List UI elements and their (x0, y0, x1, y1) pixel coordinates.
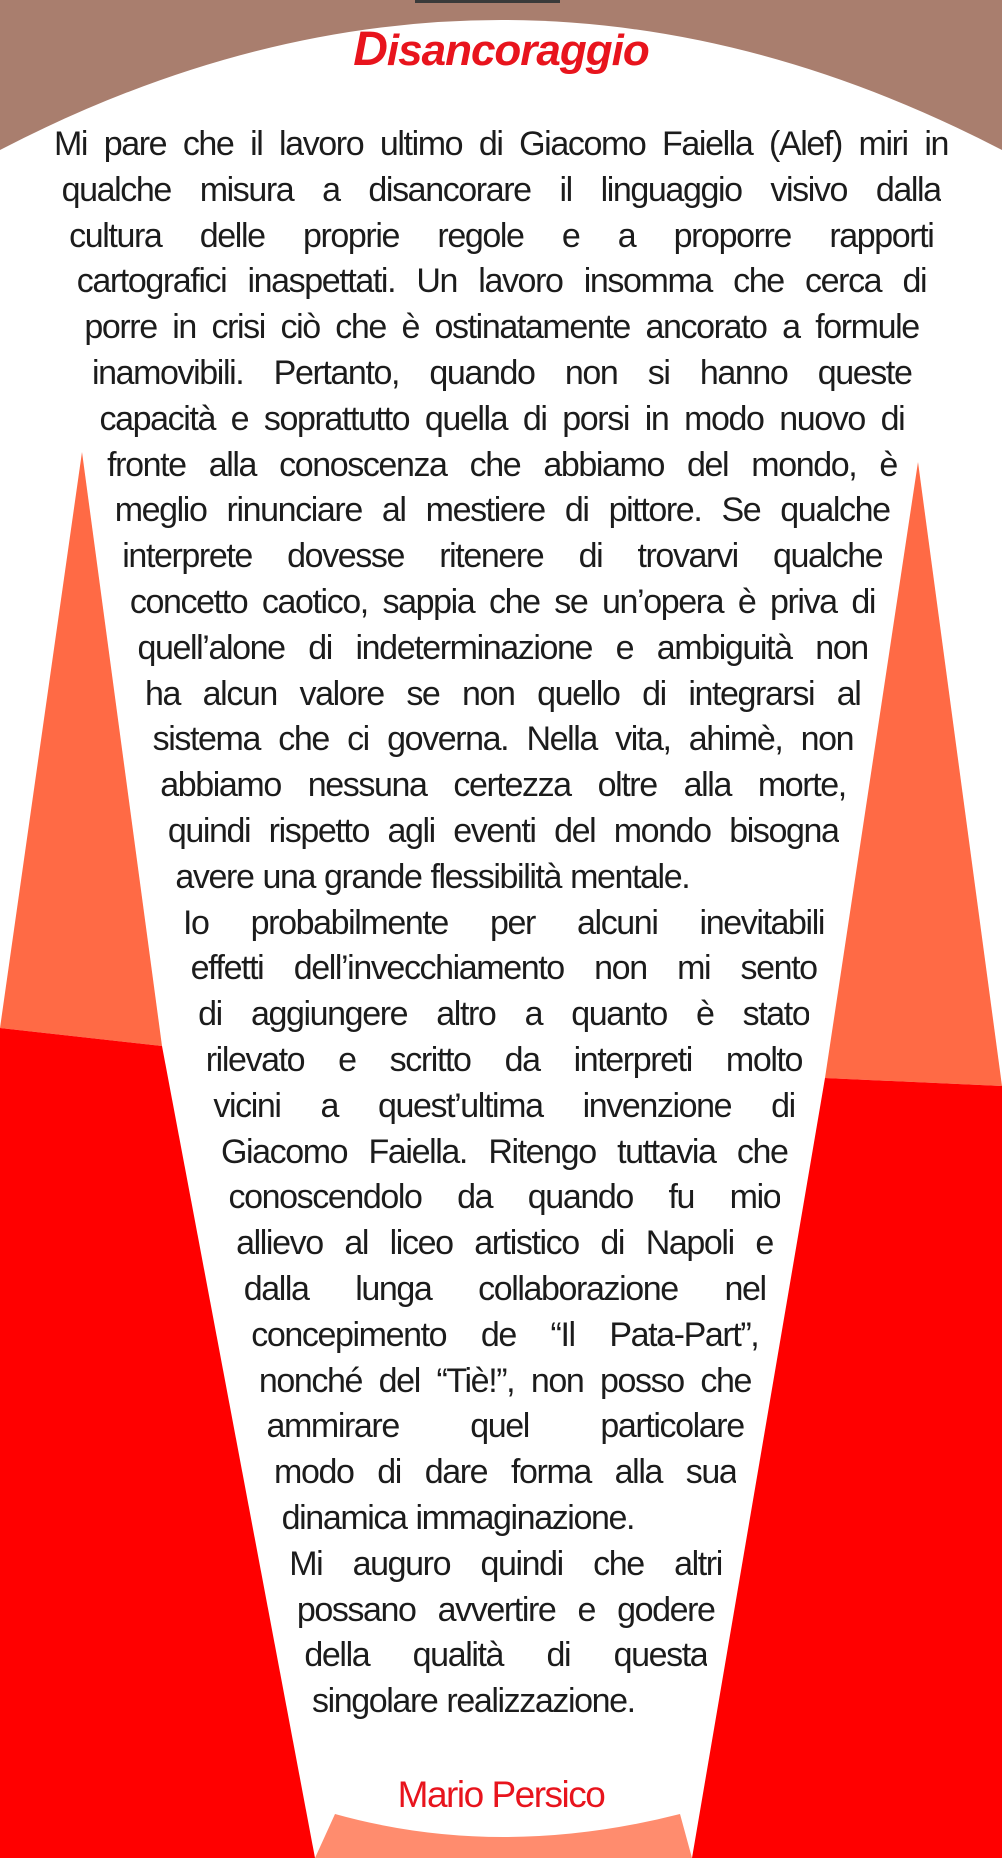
text-word: di (546, 1636, 571, 1675)
text-word: quel (470, 1407, 529, 1446)
text-word: di (564, 491, 589, 530)
text-word: che (278, 720, 329, 759)
text-word: particolare (600, 1407, 744, 1446)
text-word: per (490, 903, 535, 942)
text-line (0, 626, 868, 672)
text-word: integrarsi (688, 674, 815, 713)
text-word: a (320, 1086, 338, 1125)
text-word: che (182, 125, 234, 163)
text-word: di (578, 537, 603, 576)
text-word: mondo, (751, 445, 857, 484)
text-word: Pertanto, (273, 353, 400, 392)
text-word: Faiella (662, 125, 753, 163)
text-word: interpreti (573, 1040, 692, 1079)
text-word: in (172, 308, 196, 347)
text-line (0, 1313, 758, 1359)
text-line (0, 259, 926, 305)
text-word: nonché (258, 1361, 363, 1400)
text-line (0, 1267, 766, 1313)
body-text (0, 122, 1002, 1725)
text-word: modo (274, 1453, 354, 1492)
text-word: alla (614, 1453, 662, 1492)
text-word: sistema (152, 720, 260, 759)
text-word: Faiella. (368, 1132, 467, 1171)
text-word: bisogna (729, 811, 839, 850)
text-word: sua (685, 1453, 737, 1492)
text-word: morte, (757, 766, 846, 805)
text-word: pare (103, 125, 167, 163)
text-word: ambiguità (656, 628, 792, 667)
text-word: certezza (453, 766, 571, 805)
text-line (0, 305, 919, 351)
text-word: auguro (352, 1544, 451, 1583)
text-word: tuttavia (617, 1132, 716, 1171)
text-word: cerca (805, 262, 882, 301)
text-word: aggiungere (250, 995, 408, 1034)
text-word: quest’ultima (377, 1086, 543, 1125)
text-word: dell’invecchiamento (293, 949, 564, 988)
text-word: quanto (571, 995, 667, 1034)
text-word: agli (387, 811, 435, 850)
text-word: avvertire (437, 1590, 556, 1629)
text-line (0, 1542, 722, 1588)
text-word: ha (145, 674, 181, 713)
text-word: a (782, 308, 800, 347)
text-word: dalla (243, 1269, 309, 1308)
text-word: mestiere (425, 491, 545, 530)
text-word: di (522, 399, 547, 438)
text-word: una (262, 857, 315, 896)
text-line (0, 1130, 788, 1176)
text-word: cultura (69, 216, 162, 255)
text-word: di (851, 582, 876, 621)
text-word: regole (437, 216, 524, 255)
text-word: è (695, 995, 714, 1034)
text-word: che (736, 1132, 788, 1171)
text-word: qualche (61, 170, 171, 209)
text-word: di (308, 628, 332, 667)
text-word: conoscendolo (228, 1178, 422, 1217)
text-word: ritenere (439, 537, 544, 576)
text-word: che (488, 582, 540, 621)
text-word: Mi (54, 125, 88, 163)
text-word: hanno (699, 353, 788, 392)
text-word: mio (729, 1178, 781, 1217)
text-word: rapporti (829, 216, 934, 255)
text-word: ciò (280, 308, 320, 347)
text-word: caotico, (261, 582, 368, 621)
text-line (0, 946, 817, 992)
text-word: da (457, 1178, 493, 1217)
text-word: è (401, 308, 419, 347)
text-word: (Alef) (769, 125, 842, 163)
text-word: altri (674, 1544, 722, 1583)
text-word: ultimo (379, 125, 463, 163)
text-word: Mi (289, 1544, 323, 1583)
text-word: inamovibili. (91, 353, 244, 392)
text-word: Pata-Part”, (609, 1315, 759, 1354)
text-line (0, 1038, 802, 1084)
text-word: possano (296, 1590, 416, 1629)
text-word: immaginazione. (415, 1498, 635, 1537)
title-initial: D (353, 23, 387, 76)
text-word: quando (527, 1178, 633, 1217)
text-word: godere (617, 1590, 715, 1629)
text-word: scritto (389, 1040, 471, 1079)
text-word: ahimè, (688, 720, 783, 759)
text-line (0, 1633, 707, 1679)
text-line (0, 809, 839, 855)
text-word: formule (815, 308, 919, 347)
text-word: artistico (474, 1224, 579, 1263)
text-word: non (530, 1361, 584, 1400)
text-word: e (577, 1590, 596, 1629)
text-word: del (378, 1361, 420, 1400)
text-word: sappia (382, 582, 475, 621)
text-word: rispetto (268, 811, 369, 850)
text-word: vicini (213, 1086, 281, 1125)
text-word: capacità (99, 399, 215, 438)
text-word: de (480, 1315, 516, 1354)
text-word: “Tiè!”, (436, 1361, 515, 1400)
text-line (0, 1496, 729, 1542)
text-line (0, 672, 860, 718)
text-word: indeterminazione (355, 628, 593, 667)
text-word: che (469, 445, 521, 484)
text-word: abbiamo (543, 445, 664, 484)
text-word: modo (684, 399, 764, 438)
text-word: di (902, 262, 927, 301)
text-line (0, 351, 912, 397)
text-word: nuovo (779, 399, 865, 438)
text-word: misura (199, 170, 294, 209)
text-word: priva (769, 582, 837, 621)
text-word: dinamica (281, 1498, 407, 1537)
text-word: di (478, 125, 503, 163)
text-word: se (554, 582, 588, 621)
text-word: trovarvi (637, 537, 738, 576)
text-word: mondo (613, 811, 711, 850)
text-line (0, 122, 948, 168)
text-word: non (564, 353, 618, 392)
text-word: non (815, 628, 868, 667)
text-word: eventi (453, 811, 536, 850)
text-word: qualche (780, 491, 890, 530)
text-word: di (642, 674, 666, 713)
text-word: in (924, 125, 948, 163)
text-word: fu (668, 1178, 695, 1217)
text-line (0, 1588, 715, 1634)
top-divider-line (415, 0, 560, 3)
text-word: Nella (526, 720, 597, 759)
text-word: dalla (875, 170, 941, 209)
text-word: di (600, 1224, 625, 1263)
text-word: Un (416, 262, 458, 301)
text-word: questa (613, 1636, 708, 1675)
text-word: queste (817, 353, 912, 392)
text-word: che (593, 1544, 644, 1583)
text-word: qualche (772, 537, 883, 576)
text-word: è (879, 445, 897, 484)
text-word: Napoli (645, 1224, 734, 1263)
text-line (0, 168, 941, 214)
text-word: un’opera (602, 582, 724, 621)
text-line (0, 214, 933, 260)
text-word: miri (858, 125, 908, 163)
text-word: ammirare (266, 1407, 399, 1446)
text-word: governa. (387, 720, 509, 759)
text-word: Io (183, 903, 209, 942)
text-word: lavoro (279, 125, 364, 163)
text-line (0, 1084, 795, 1130)
text-word: quell’alone (137, 628, 285, 667)
text-word: interprete (122, 537, 252, 576)
text-word: meglio (114, 491, 207, 530)
text-word: stato (742, 995, 810, 1034)
text-word: il (250, 125, 263, 163)
text-word: sento (740, 949, 817, 988)
text-word: a (617, 216, 636, 255)
text-word: non (800, 720, 854, 759)
text-word: si (647, 353, 670, 392)
text-word: grande (324, 857, 422, 896)
text-word: alcuni (577, 903, 658, 942)
text-word: effetti (190, 949, 264, 988)
text-word: Se (721, 491, 761, 530)
text-word: mentale. (570, 857, 690, 896)
text-word: alcun (202, 674, 277, 713)
text-word: a (322, 170, 340, 209)
text-word: alla (208, 445, 257, 484)
text-word: se (406, 674, 440, 713)
text-word: e (615, 628, 634, 667)
text-word: pittore. (608, 491, 702, 530)
text-word: alla (683, 766, 731, 805)
text-word: quella (424, 399, 508, 438)
text-word: oltre (597, 766, 657, 805)
text-word: di (198, 995, 222, 1034)
text-word: del (554, 811, 596, 850)
text-word: concepimento (251, 1315, 447, 1354)
text-word: rilevato (205, 1040, 305, 1079)
text-word: e (755, 1224, 773, 1263)
text-word: porre (84, 308, 157, 347)
text-word: invenzione (582, 1086, 732, 1125)
text-word: a (524, 995, 543, 1034)
text-word: realizzazione. (446, 1682, 635, 1721)
text-word: in (644, 399, 669, 438)
text-word: singolare (312, 1682, 438, 1721)
text-word: forma (510, 1453, 591, 1492)
text-word: valore (299, 674, 384, 713)
text-word: linguaggio (600, 170, 742, 209)
text-word: che (733, 262, 784, 301)
text-line (0, 763, 846, 809)
text-word: fronte (107, 445, 186, 484)
text-word: non (594, 949, 647, 988)
text-line (0, 534, 882, 580)
text-word: e (230, 399, 249, 438)
title-rest: isancoraggio (386, 26, 649, 75)
text-word: e (338, 1040, 356, 1079)
text-word: posso (600, 1361, 684, 1400)
text-word: lunga (355, 1269, 432, 1308)
text-word: nel (724, 1269, 766, 1308)
text-word: visivo (770, 170, 848, 209)
text-word: al (344, 1224, 369, 1263)
text-word: ci (347, 720, 369, 759)
text-word: vita, (615, 720, 671, 759)
text-word: porsi (562, 399, 629, 438)
text-word: del (687, 445, 729, 484)
text-word: al (836, 674, 861, 713)
text-word: collaborazione (478, 1269, 678, 1308)
text-word: molto (725, 1040, 803, 1079)
text-line (0, 855, 831, 901)
text-word: rinunciare (226, 491, 362, 530)
text-word: che (700, 1361, 752, 1400)
text-word: dare (424, 1453, 488, 1492)
text-word: ostinatamente (434, 308, 630, 347)
text-word: avere (175, 857, 254, 896)
text-word: abbiamo (160, 766, 281, 805)
bottom-salmon-band (315, 1814, 692, 1858)
page-title (0, 22, 1002, 79)
text-word: insomma (583, 262, 712, 301)
text-word: della (304, 1636, 370, 1675)
text-word: di (880, 399, 905, 438)
text-word: Giacomo (220, 1132, 348, 1171)
text-word: liceo (389, 1224, 453, 1263)
text-word: qualità (412, 1636, 504, 1675)
text-word: che (335, 308, 386, 347)
text-word: cartografici (76, 262, 227, 301)
text-line (0, 1404, 744, 1450)
text-line (0, 443, 897, 489)
text-word: concetto (129, 582, 248, 621)
text-word: quindi (167, 811, 251, 850)
text-word: crisi (211, 308, 265, 347)
text-line (0, 1359, 751, 1405)
text-word: proprie (302, 216, 400, 255)
text-word: “Il (550, 1315, 575, 1354)
text-line (0, 580, 875, 626)
text-word: da (504, 1040, 540, 1079)
text-line (0, 1221, 773, 1267)
text-word: allievo (236, 1224, 323, 1263)
text-line (0, 488, 890, 534)
text-line (0, 1175, 780, 1221)
text-word: Ritengo (488, 1132, 596, 1171)
text-word: è (737, 582, 756, 621)
text-line (0, 397, 904, 443)
text-line (0, 992, 809, 1038)
text-word: di (377, 1453, 401, 1492)
text-word: inaspettati. (247, 262, 396, 301)
text-word: altro (436, 995, 496, 1034)
text-line (0, 717, 853, 763)
text-word: quello (537, 674, 620, 713)
text-word: mi (677, 949, 711, 988)
text-word: soprattutto (263, 399, 410, 438)
text-word: Giacomo (519, 125, 646, 163)
text-word: non (462, 674, 515, 713)
text-word: lavoro (478, 262, 563, 301)
text-word: quando (429, 353, 535, 392)
text-word: inevitabili (699, 903, 824, 942)
text-word: flessibilità (430, 857, 562, 896)
text-word: conoscenza (279, 445, 447, 484)
text-word: di (771, 1086, 795, 1125)
text-word: disancorare (368, 170, 531, 209)
text-word: nessuna (307, 766, 427, 805)
text-word: ancorato (645, 308, 767, 347)
text-line (0, 1679, 700, 1725)
text-word: e (561, 216, 580, 255)
text-word: al (381, 491, 406, 530)
text-word: probabilmente (250, 903, 448, 942)
text-word: proporre (673, 216, 791, 255)
text-word: delle (199, 216, 265, 255)
text-word: il (559, 170, 572, 209)
text-line (0, 901, 824, 947)
text-word: dovesse (287, 537, 404, 576)
author-signature: Mario Persico (397, 1774, 605, 1815)
text-word: quindi (480, 1544, 563, 1583)
text-line (0, 1450, 736, 1496)
